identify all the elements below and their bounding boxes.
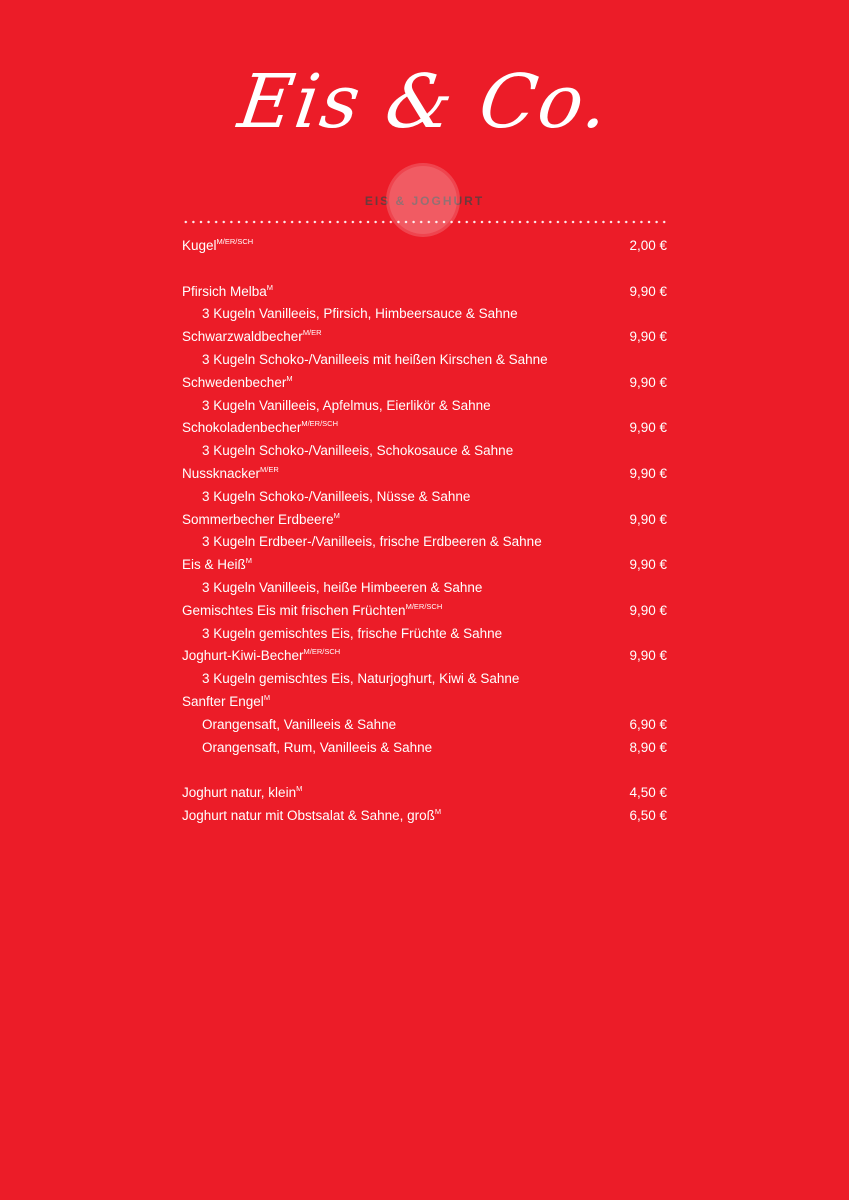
item-description [202, 349, 548, 372]
item-name-text: 3 Kugeln Schoko-/Vanilleeis, Schokosauce & Sahne [202, 443, 514, 459]
section-heading: EIS & JOGHURT [364, 194, 485, 208]
allergen-codes: M/ER/SCH [303, 647, 341, 657]
page-title: Eis & Co. [233, 59, 616, 145]
item-name [182, 805, 441, 828]
item-name-text: Pfirsich Melba [182, 283, 267, 299]
item-description [202, 577, 482, 600]
item-name [182, 235, 253, 258]
item-name [182, 326, 322, 349]
item-price: 9,90 € [629, 602, 667, 618]
item-name [182, 600, 442, 623]
menu-item [182, 417, 667, 440]
item-name-text: 3 Kugeln gemischtes Eis, Naturjoghurt, Kiwi & Sahne [202, 671, 520, 687]
menu-item [182, 509, 667, 532]
item-description [202, 440, 513, 463]
allergen-codes: M [245, 556, 253, 566]
item-name-text: Joghurt natur mit Obstsalat & Sahne, groß [182, 807, 435, 823]
item-name-text: Orangensaft, Vanilleeis & Sahne [202, 716, 397, 732]
allergen-codes: M [266, 282, 274, 292]
item-name-text: 3 Kugeln gemischtes Eis, frische Früchte & Sahne [202, 625, 503, 641]
item-name-text: Sommerbecher Erdbeere [182, 511, 334, 527]
allergen-codes: M/ER/SCH [216, 237, 254, 246]
item-name-text: Sanfter Engel [182, 693, 264, 709]
item-name [182, 691, 270, 714]
menu-item-description [182, 577, 667, 600]
menu-list [182, 235, 667, 828]
menu-item [182, 554, 667, 577]
menu-item-description [182, 737, 667, 760]
item-price: 9,90 € [629, 329, 667, 345]
item-name-text: Kugel [182, 238, 217, 253]
item-price: 9,90 € [629, 648, 667, 664]
item-name [182, 509, 340, 532]
allergen-codes: M [263, 692, 271, 702]
allergen-codes: M/ER/SCH [405, 601, 443, 611]
item-description [202, 737, 432, 760]
item-name-text: Gemischtes Eis mit frischen Früchten [182, 602, 406, 618]
menu-item [182, 805, 667, 828]
item-name-text: 3 Kugeln Vanilleeis, Apfelmus, Eierlikör & Sahne [202, 397, 491, 413]
item-price: 9,90 € [629, 465, 667, 481]
item-description [202, 395, 491, 418]
item-name-text: Nussknacker [182, 465, 261, 481]
item-description [202, 531, 542, 554]
allergen-codes: M [296, 784, 303, 794]
allergen-codes: M/ER/SCH [301, 419, 339, 429]
item-name-text: 3 Kugeln Schoko-/Vanilleeis mit heißen Kirschen & Sahne [202, 351, 548, 367]
allergen-codes: M/ER [260, 464, 279, 474]
dotted-divider [182, 220, 667, 224]
item-name [182, 463, 279, 486]
allergen-codes: M [333, 510, 340, 520]
menu-item-description [182, 668, 667, 691]
menu-item-description [182, 714, 667, 737]
item-description [202, 714, 396, 737]
item-name [182, 554, 252, 577]
menu-spacer [182, 258, 667, 281]
allergen-codes: M [434, 806, 442, 816]
item-name-text: Eis & Heiß [182, 557, 246, 573]
item-name-text: 3 Kugeln Erdbeer-/Vanilleeis, frische Erdbeeren & Sahne [202, 534, 542, 550]
menu-spacer [182, 759, 667, 782]
menu-item [182, 326, 667, 349]
menu-item-description [182, 440, 667, 463]
item-name-text: 3 Kugeln Schoko-/Vanilleeis, Nüsse & Sahne [202, 488, 471, 504]
item-price: 6,50 € [629, 807, 667, 823]
item-name-text: 3 Kugeln Vanilleeis, heiße Himbeeren & Sahne [202, 579, 483, 595]
item-price: 9,90 € [629, 374, 667, 390]
item-price: 8,90 € [629, 739, 667, 755]
allergen-codes: M [286, 373, 293, 383]
allergen-codes: M/ER [302, 328, 322, 338]
item-description [202, 623, 502, 646]
item-description [202, 303, 518, 326]
menu-item-description [182, 486, 667, 509]
menu-item [182, 782, 667, 805]
item-name [182, 782, 302, 805]
item-name [182, 372, 293, 395]
menu-item [182, 235, 667, 258]
menu-item [182, 645, 667, 668]
item-name [182, 417, 338, 440]
item-name [182, 281, 273, 304]
item-price: 9,90 € [629, 420, 667, 436]
menu-item-description [182, 349, 667, 372]
item-name-text: Schwedenbecher [182, 374, 287, 390]
menu-item-description [182, 395, 667, 418]
item-name [182, 645, 340, 668]
item-price: 9,90 € [629, 511, 667, 527]
menu-item-description [182, 623, 667, 646]
item-name-text: 3 Kugeln Vanilleeis, Pfirsich, Himbeersauce & Sahne [202, 306, 518, 322]
item-description [202, 486, 470, 509]
item-name-text: Joghurt natur, klein [182, 785, 297, 801]
item-price: 6,90 € [629, 716, 667, 732]
menu-item-description [182, 531, 667, 554]
item-price: 9,90 € [629, 557, 667, 573]
item-price: 9,90 € [629, 283, 667, 299]
menu-item [182, 281, 667, 304]
item-name-text: Schwarzwaldbecher [182, 329, 303, 345]
item-price: 4,50 € [629, 785, 667, 801]
menu-item [182, 600, 667, 623]
item-name-text: Orangensaft, Rum, Vanilleeis & Sahne [202, 739, 433, 755]
item-description [202, 668, 519, 691]
menu-item-description [182, 303, 667, 326]
menu-item [182, 372, 667, 395]
menu-item [182, 463, 667, 486]
item-price: 2,00 € [629, 238, 667, 253]
item-name-text: Schokoladenbecher [182, 420, 302, 436]
item-name-text: Joghurt-Kiwi-Becher [182, 648, 304, 664]
menu-item [182, 691, 667, 714]
